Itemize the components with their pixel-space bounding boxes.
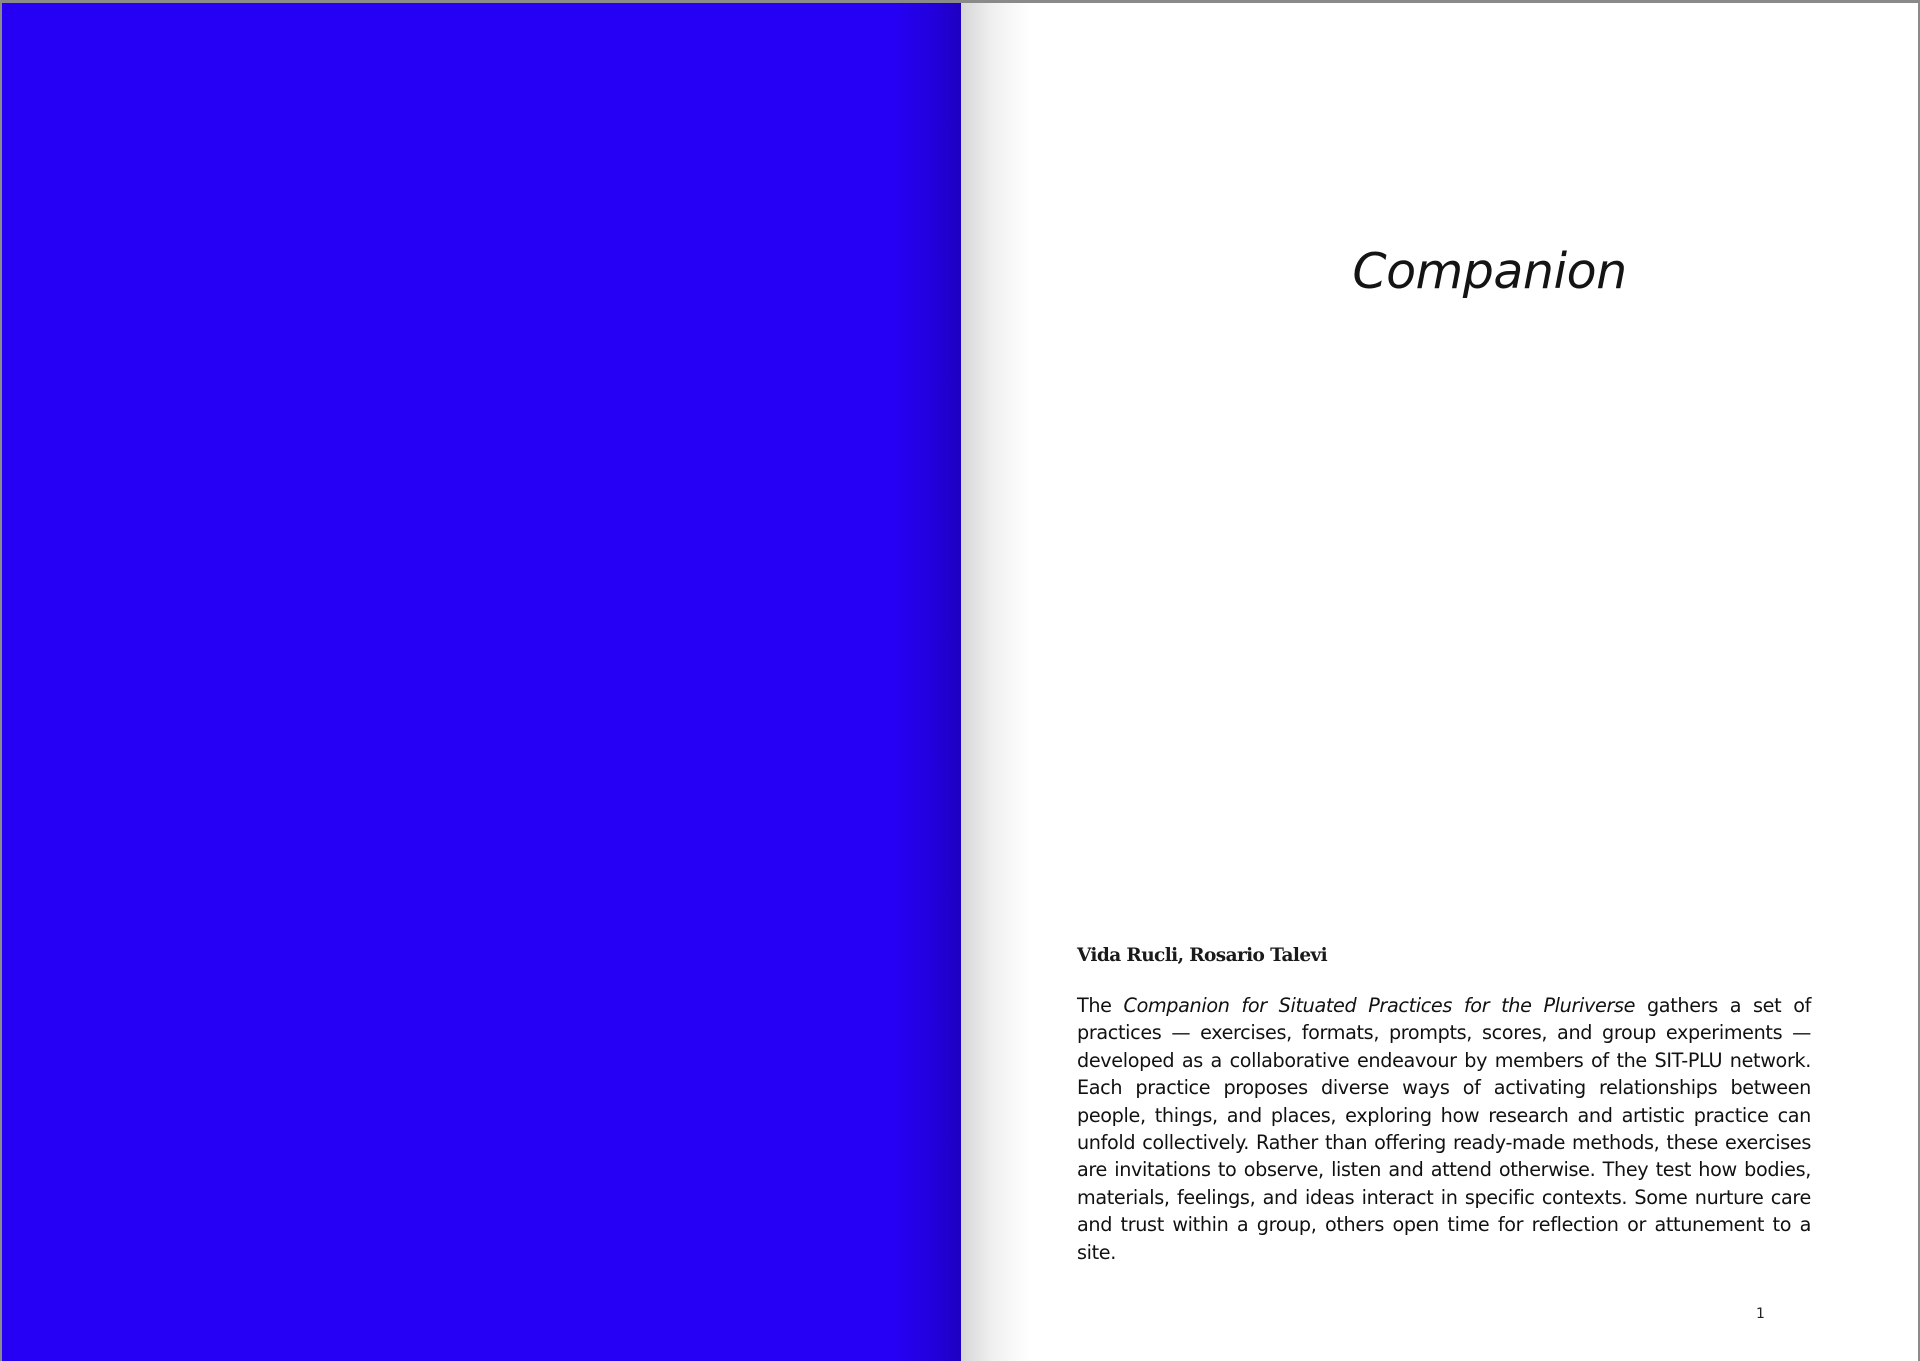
page-title: Companion — [1352, 243, 1627, 300]
book-title-italic: Companion for Situated Practices for the Pluriverse — [1123, 994, 1636, 1017]
authors-line: Vida Rucli, Rosario Talevi — [1077, 945, 1328, 966]
paragraph-rest: gathers a set of practices — exercises, formats, prompts, scores, and group experiments — developed as a collaborative endeavour by members of the SIT-PLU network. Each practice proposes diverse ways of activating relationships between people, things, and places, exploring how research and artistic practice can unfold collectively. Rather than offering ready-made methods, these exercises are invitations to observe, listen and attend otherwise. They test how bodies, materials, feelings, and ideas interact in specific contexts. Some nurture care and trust within a group, others open time for reflection or attunement to a site. — [1077, 994, 1811, 1264]
right-page — [961, 3, 1918, 1361]
page-spread — [2, 3, 1918, 1361]
page-number: 1 — [1756, 1306, 1765, 1322]
gutter-shadow — [891, 3, 961, 1361]
left-page-blue — [2, 3, 961, 1361]
paragraph-lead: The — [1077, 994, 1124, 1017]
intro-paragraph — [1077, 992, 1811, 1266]
gutter-shadow — [961, 3, 1031, 1361]
